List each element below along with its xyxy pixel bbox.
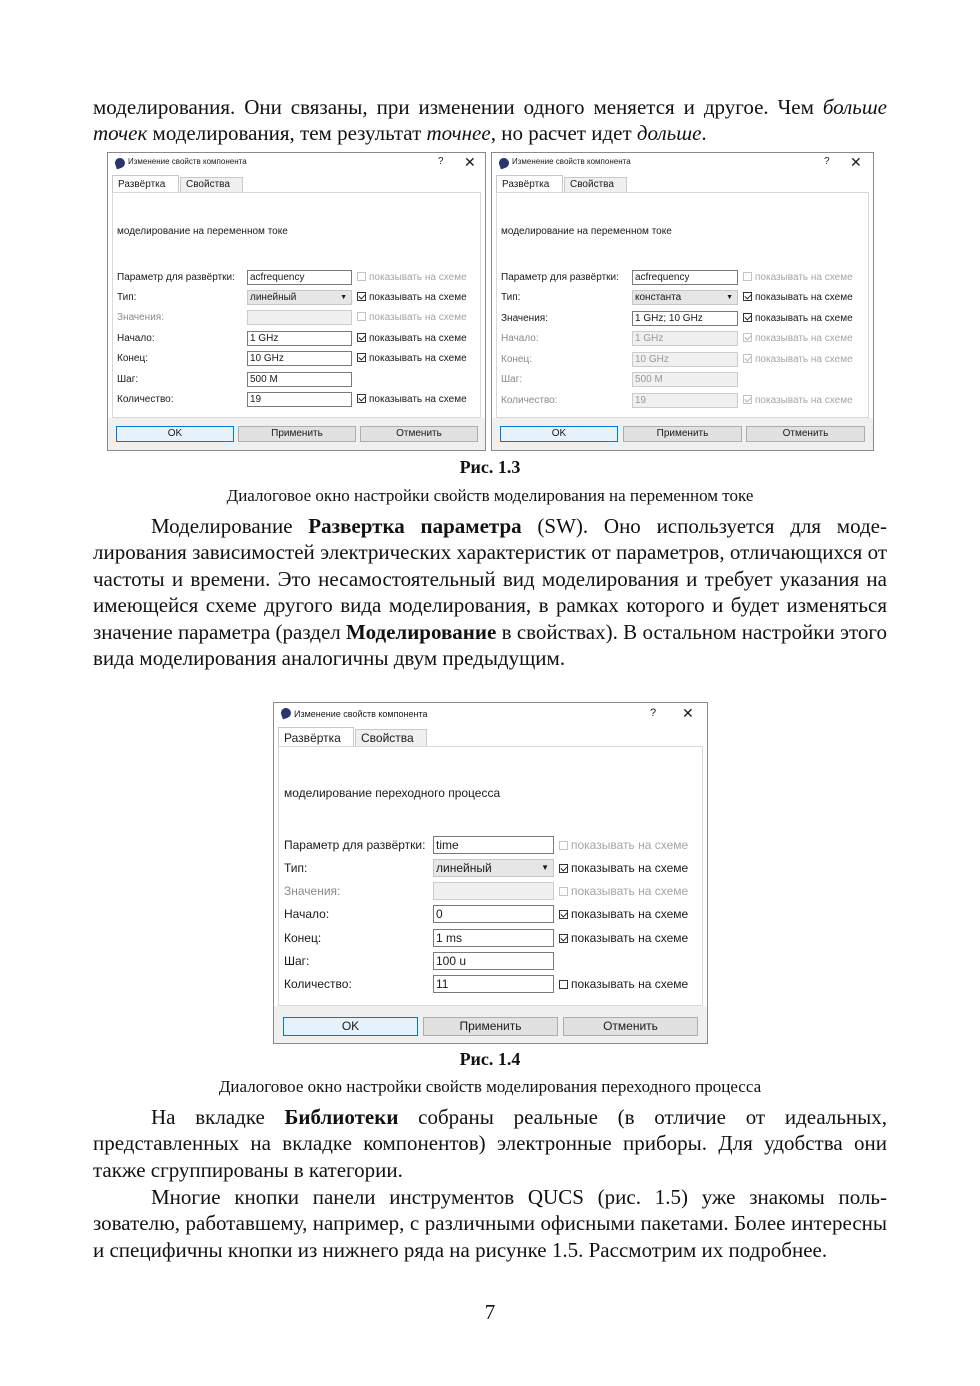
help-button[interactable]: ? [650, 707, 657, 719]
simulation-name: моделирование на переменном токе [501, 226, 672, 237]
ok-button[interactable]: OK [116, 426, 234, 442]
help-button[interactable]: ? [824, 156, 830, 167]
stop-show-checkbox[interactable]: показывать на схеме [743, 354, 853, 367]
chevron-down-icon: ▼ [340, 294, 347, 301]
param-input[interactable]: time [433, 836, 554, 854]
tab-properties[interactable]: Свойства [355, 729, 427, 747]
apply-button[interactable]: Применить [423, 1017, 558, 1036]
dialog-footer [492, 418, 873, 450]
type-label: Тип: [501, 292, 521, 303]
start-label: Начало: [284, 907, 330, 921]
dialog-ac-constant [491, 152, 874, 451]
apply-button[interactable]: Применить [623, 426, 742, 442]
toolbar-paragraph: Многие кнопки панели инструментов QUCS (рис. 1.5) уже знакомы пользователю, работавшему, например, с различными офисными пакетами. Более интересны и специфичны кнопки из нижнего ряда на рисунке 1.5. Рассмотрим их подробнее. [93, 1185, 887, 1262]
start-label: Начало: [117, 333, 155, 344]
top-paragraph-line2: Чем больше точек моделирования, тем результат точнее, но расчет идет дольше. [93, 95, 887, 146]
stop-input[interactable]: 10 GHz [247, 351, 352, 366]
sweep-panel [278, 746, 703, 1006]
tab-sweep[interactable]: Развёртка [278, 727, 354, 747]
values-show-checkbox[interactable]: показывать на схеме [357, 312, 467, 325]
type-select[interactable]: линейный ▼ [247, 290, 352, 305]
stop-show-checkbox[interactable]: показывать на схеме [559, 931, 688, 944]
simulation-name: моделирование переходного процесса [284, 786, 501, 800]
start-show-checkbox[interactable]: показывать на схеме [743, 333, 853, 346]
close-icon[interactable]: ✕ [850, 154, 862, 170]
stop-label: Конец: [284, 931, 322, 945]
step-label: Шаг: [117, 374, 139, 385]
param-label: Параметр для развёртки: [501, 272, 619, 283]
cancel-button[interactable]: Отменить [746, 426, 865, 442]
values-input[interactable]: 1 GHz; 10 GHz [632, 311, 738, 326]
simulation-name: моделирование на переменном токе [117, 226, 288, 237]
param-label: Параметр для развёртки: [117, 272, 235, 283]
start-show-checkbox[interactable]: показывать на схеме [357, 333, 467, 346]
type-label: Тип: [284, 861, 308, 875]
count-label: Количество: [117, 394, 174, 405]
count-input[interactable]: 19 [632, 393, 738, 408]
cancel-button[interactable]: Отменить [563, 1017, 698, 1036]
type-show-checkbox[interactable]: показывать на схеме [559, 861, 688, 874]
type-label: Тип: [117, 292, 137, 303]
values-input[interactable] [247, 310, 352, 325]
tab-properties[interactable]: Свойства [180, 177, 243, 192]
param-input[interactable]: acfrequency [247, 270, 352, 285]
start-show-checkbox[interactable]: показывать на схеме [559, 907, 688, 920]
step-input[interactable]: 500 M [247, 372, 352, 387]
page-number: 7 [484, 1300, 496, 1324]
chevron-down-icon: ▼ [726, 294, 733, 301]
tab-sweep[interactable]: Развёртка [496, 175, 563, 192]
values-label: Значения: [501, 313, 548, 324]
start-label: Начало: [501, 333, 539, 344]
dialog-titlebar [108, 153, 485, 175]
dialog-title: Изменение свойств компонента [294, 709, 428, 719]
type-show-checkbox[interactable]: показывать на схеме [743, 292, 853, 305]
tab-bar [112, 175, 481, 193]
stop-label: Конец: [501, 354, 532, 365]
chevron-down-icon: ▼ [541, 863, 549, 872]
figure-1-4-title: Рис. 1.4 [459, 1049, 521, 1069]
values-show-checkbox[interactable]: показывать на схеме [743, 313, 853, 326]
dialog-footer [108, 418, 485, 450]
app-icon [114, 157, 127, 170]
param-show-checkbox[interactable]: показывать на схеме [357, 272, 467, 285]
app-icon [498, 157, 511, 170]
step-input[interactable]: 500 M [632, 372, 738, 387]
param-label: Параметр для развёртки: [284, 838, 426, 852]
type-select[interactable]: линейный ▼ [433, 859, 554, 877]
dialog-footer [274, 1006, 707, 1043]
type-select[interactable]: константа ▼ [632, 290, 738, 305]
figure-1-3-title: Рис. 1.3 [459, 457, 521, 477]
help-button[interactable]: ? [438, 156, 444, 167]
library-paragraph: На вкладке Библиотеки собраны реальные (в отличие от идеальных, представленных на вкладке компонентов) электронные приборы. Для удобства они также сгруппированы в категории. [93, 1105, 887, 1182]
tab-properties[interactable]: Свойства [564, 177, 627, 192]
step-input[interactable]: 100 u [433, 952, 554, 970]
count-input[interactable]: 11 [433, 975, 554, 993]
values-show-checkbox[interactable]: показывать на схеме [559, 884, 688, 897]
start-input[interactable]: 0 [433, 905, 554, 923]
dialog-titlebar [492, 153, 873, 175]
count-show-checkbox[interactable]: показывать на схеме [357, 394, 467, 407]
count-show-checkbox[interactable]: показывать на схеме [743, 395, 853, 408]
sweep-panel [496, 192, 869, 418]
stop-show-checkbox[interactable]: показывать на схеме [357, 353, 467, 366]
top-paragraph-line1: моделирования. Они связаны, при изменении одного меняется и другое. [93, 95, 769, 119]
step-label: Шаг: [501, 374, 523, 385]
param-show-checkbox[interactable]: показывать на схеме [743, 272, 853, 285]
count-label: Количество: [284, 977, 352, 991]
count-label: Количество: [501, 395, 558, 406]
step-label: Шаг: [284, 954, 310, 968]
start-input[interactable]: 1 GHz [247, 331, 352, 346]
ok-button[interactable]: OK [500, 426, 618, 442]
count-input[interactable]: 19 [247, 392, 352, 407]
figure-1-4-caption: Диалоговое окно настройки свойств моделирования переходного процесса [218, 1077, 762, 1096]
app-icon [280, 707, 293, 720]
dialog-ac-linear [107, 152, 486, 451]
close-icon[interactable]: ✕ [464, 154, 476, 170]
dialog-transient [273, 702, 708, 1044]
ok-button[interactable]: OK [283, 1017, 418, 1036]
param-input[interactable]: acfrequency [632, 270, 738, 285]
dialog-titlebar [274, 703, 707, 727]
figure-1-3-caption: Диалоговое окно настройки свойств моделирования на переменном токе [226, 486, 754, 505]
stop-input[interactable]: 10 GHz [632, 352, 738, 367]
values-input[interactable] [433, 882, 554, 900]
param-show-checkbox[interactable]: показывать на схеме [559, 838, 688, 851]
cancel-button[interactable]: Отменить [360, 426, 478, 442]
dialog-title: Изменение свойств компонента [128, 157, 247, 166]
start-input[interactable]: 1 GHz [632, 331, 738, 346]
count-show-checkbox[interactable]: показывать на схеме [559, 977, 688, 990]
values-label: Значения: [117, 312, 164, 323]
tab-sweep[interactable]: Развёртка [112, 175, 179, 192]
sweep-panel [112, 192, 481, 418]
stop-label: Конец: [117, 353, 148, 364]
type-show-checkbox[interactable]: показывать на схеме [357, 292, 467, 305]
tab-bar [278, 727, 703, 747]
sweep-paragraph: Моделирование Развертка параметра (SW). Оно используется для моделирования зависимостей электрических характеристик от параметров, отличающихся от частоты и времени. Это несамостоятельный вид моделирования и требует указания на имеющейся схеме другого вида моделирования, в рамках которого и будет изменяться значение параметра (раздел Моделирование в свойствах). В остальном настройки этого вида моделирования аналогичны двум предыдущим. [93, 514, 888, 671]
top-paragraph [93, 94, 887, 147]
apply-button[interactable]: Применить [238, 426, 356, 442]
close-icon[interactable]: ✕ [682, 705, 694, 721]
tab-bar [496, 175, 869, 193]
stop-input[interactable]: 1 ms [433, 929, 554, 947]
values-label: Значения: [284, 884, 341, 898]
dialog-title: Изменение свойств компонента [512, 157, 631, 166]
